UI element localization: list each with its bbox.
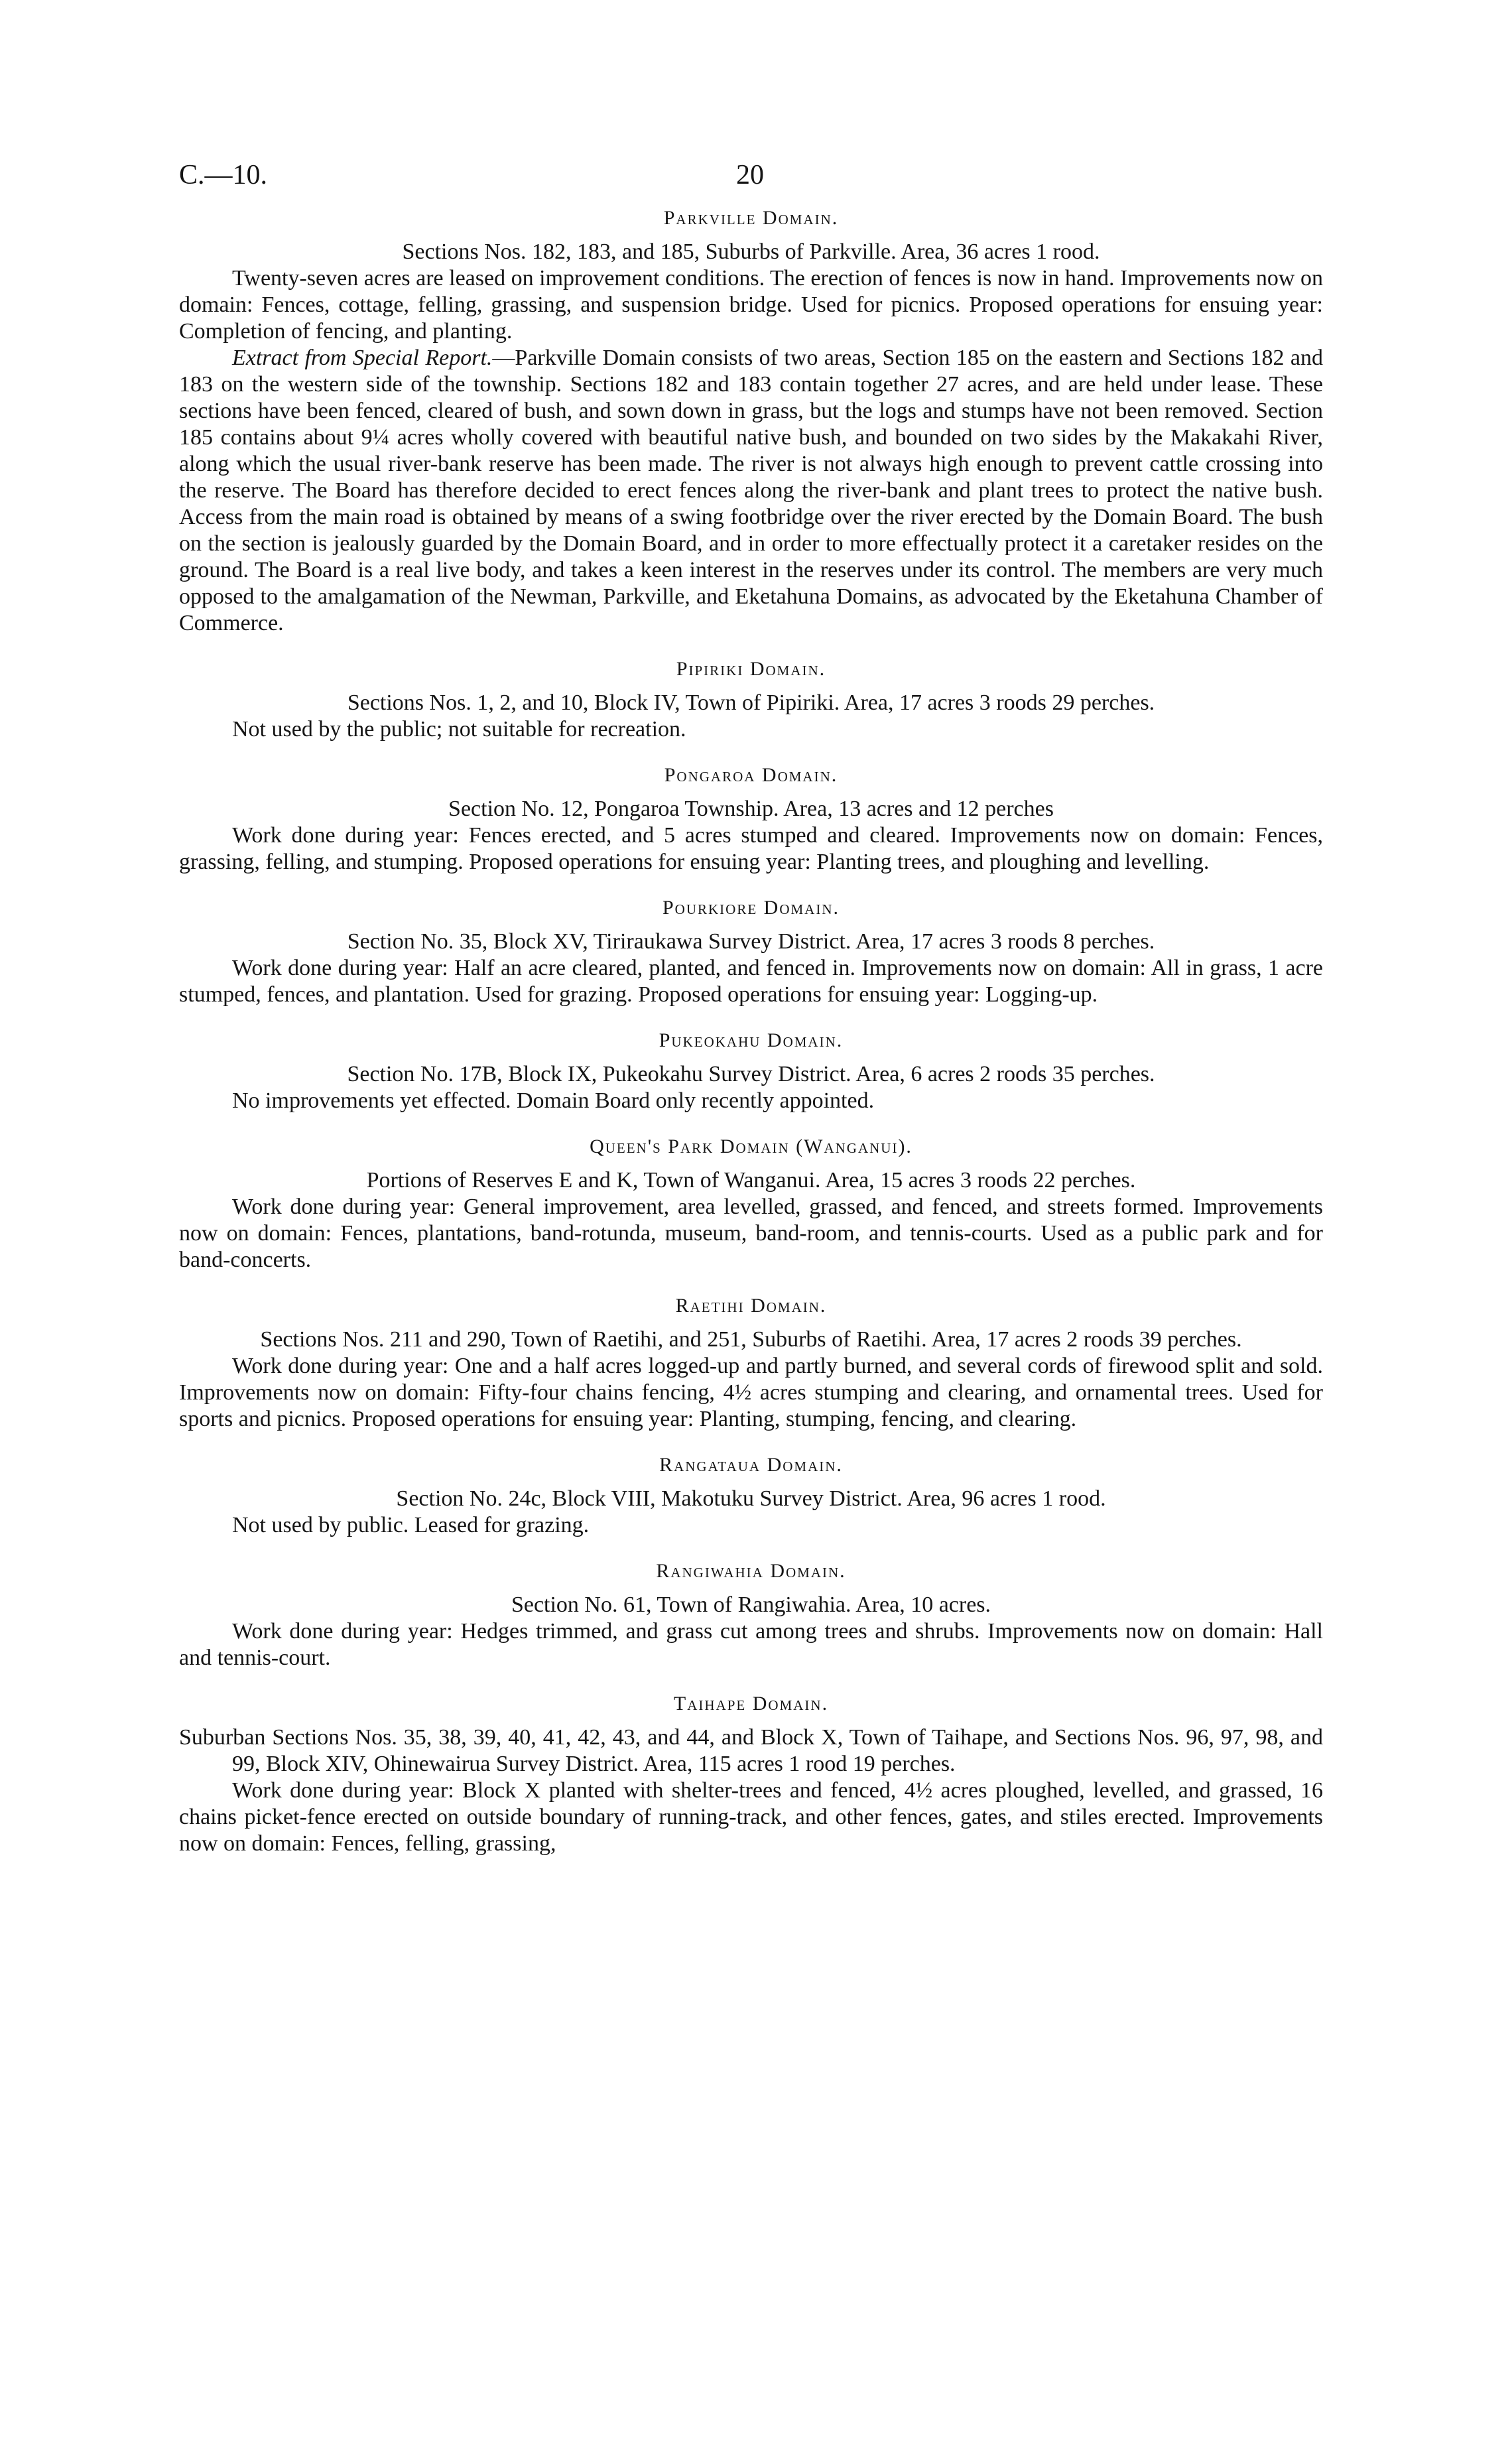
paragraph-rangiwahia: Work done during year: Hedges trimmed, and grass cut among trees and shrubs. Improvements now on domain: Hall and tennis-court. (179, 1619, 1323, 1670)
paragraph-pipiriki: Not used by the public; not suitable for recreation. (232, 717, 686, 742)
area-line-rangiwahia: Section No. 61, Town of Rangiwahia. Area, 10 acres. (511, 1592, 991, 1617)
section-title-rangataua: Rangataua Domain. (659, 1454, 843, 1476)
paragraph-queens-park: Work done during year: General improvement, area levelled, grassed, and fenced, and streets formed. Improvements now on domain: Fences, plantations, band-rotunda, museum, band-room, and tennis-courts. Used as a public park and for band-concerts. (179, 1195, 1323, 1272)
paragraph-parkville: Twenty-seven acres are leased on improvement conditions. The erection of fences is now in hand. Improvements now on domain: Fences, cottage, felling, grassing, and suspension bridge. Used for picnics. Proposed operations for ensuing year: Completion of fencing, and planting. (179, 266, 1323, 344)
section-title-pourkiore: Pourkiore Domain. (662, 897, 840, 919)
section-title-pongaroa: Pongaroa Domain. (664, 764, 838, 786)
document-page (179, 159, 1323, 1857)
page-number: 20 (736, 160, 764, 190)
area-line-raetihi: Sections Nos. 211 and 290, Town of Raetihi, and 251, Suburbs of Raetihi. Area, 17 acres 2 roods 39 perches. (260, 1327, 1242, 1352)
area-line-rangataua: Section No. 24c, Block VIII, Makotuku Survey District. Area, 96 acres 1 rood. (396, 1486, 1106, 1511)
section-title-queens-park: Queen's Park Domain (Wanganui). (590, 1135, 913, 1157)
section-title-pipiriki: Pipiriki Domain. (676, 658, 826, 680)
section-title-rangiwahia: Rangiwahia Domain. (656, 1560, 846, 1582)
extract-label: Extract from Special Report. (232, 346, 493, 370)
area-line-queens-park: Portions of Reserves E and K, Town of Wanganui. Area, 15 acres 3 roods 22 perches. (366, 1168, 1136, 1193)
running-header (179, 159, 1323, 206)
section-title-taihape: Taihape Domain. (673, 1693, 829, 1715)
section-title-parkville: Parkville Domain. (663, 207, 839, 229)
area-line-pukeokahu: Section No. 17B, Block IX, Pukeokahu Survey District. Area, 6 acres 2 roods 35 perches. (347, 1062, 1155, 1086)
paragraph-taihape: Work done during year: Block X planted with shelter-trees and fenced, 4½ acres ploughed, levelled, and grassed, 16 chains picket-fence erected on outside boundary of running-track, and other fences, gates, and stiles erected. Improvements now on domain: Fences, felling, grassing, (179, 1778, 1323, 1856)
extract-paragraph-parkville (179, 345, 1323, 637)
area-line-pongaroa: Section No. 12, Pongaroa Township. Area, 13 acres and 12 perches (448, 797, 1054, 821)
area-line-parkville: Sections Nos. 182, 183, and 185, Suburbs of Parkville. Area, 36 acres 1 rood. (402, 239, 1100, 264)
paragraph-rangataua: Not used by public. Leased for grazing. (232, 1513, 590, 1537)
section-title-pukeokahu: Pukeokahu Domain. (659, 1029, 844, 1051)
paragraph-raetihi: Work done during year: One and a half acres logged-up and partly burned, and several cords of firewood split and sold. Improvements now on domain: Fifty-four chains fencing, 4½ acres stumping and clearing, and ornamental trees. Used for sports and picnics. Proposed operations for ensuing year: Planting, stumping, fencing, and clearing. (179, 1354, 1323, 1431)
paragraph-pourkiore: Work done during year: Half an acre cleared, planted, and fenced in. Improvements now on domain: All in grass, 1 acre stumped, fences, and plantation. Used for grazing. Proposed operations for ensuing year: Logging-up. (179, 956, 1323, 1007)
section-title-raetihi: Raetihi Domain. (675, 1295, 827, 1317)
paragraph-pongaroa: Work done during year: Fences erected, and 5 acres stumped and cleared. Improvements now on domain: Fences, grassing, felling, and stumping. Proposed operations for ensuing year: Planting trees, and ploughing and levelling. (179, 823, 1323, 874)
area-line-pipiriki: Sections Nos. 1, 2, and 10, Block IV, Town of Pipiriki. Area, 17 acres 3 roods 29 perches. (347, 690, 1155, 715)
area-line-pourkiore: Section No. 35, Block XV, Tiriraukawa Survey District. Area, 17 acres 3 roods 8 perches. (347, 929, 1155, 954)
extract-text: —Parkville Domain consists of two areas, Section 185 on the eastern and Sections 182 and 183 on the western side of the township. Sections 182 and 183 contain together 27 acres, and are held under lease. These sections have been fenced, cleared of bush, and sown down in grass, but the logs and stumps have not been removed. Section 185 contains about 9¼ acres wholly covered with beautiful native bush, and bounded on two sides by the Makakahi River, along which the usual river-bank reserve has been made. The river is not always high enough to prevent cattle crossing into the reserve. The Board has therefore decided to erect fences along the river-bank and plant trees to protect the native bush. Access from the main road is obtained by means of a swing footbridge over the river erected by the Domain Board. The bush on the section is jealously guarded by the Domain Board, and in order to more effectually protect it a caretaker resides on the ground. The Board is a real live body, and takes a keen interest in the reserves under its control. The members are very much opposed to the amalgamation of the Newman, Parkville, and Eketahuna Domains, as advocated by the Eketahuna Chamber of Commerce. (179, 346, 1324, 635)
document-reference: C.—10. (179, 160, 268, 190)
area-line-taihape: Suburban Sections Nos. 35, 38, 39, 40, 41, 42, 43, and 44, and Block X, Town of Taihape, and Sections Nos. 96, 97, 98, and 99, Block XIV, Ohinewairua Survey District. Area, 115 acres 1 rood 19 perches. (179, 1725, 1323, 1776)
paragraph-pukeokahu: No improvements yet effected. Domain Board only recently appointed. (232, 1088, 875, 1113)
